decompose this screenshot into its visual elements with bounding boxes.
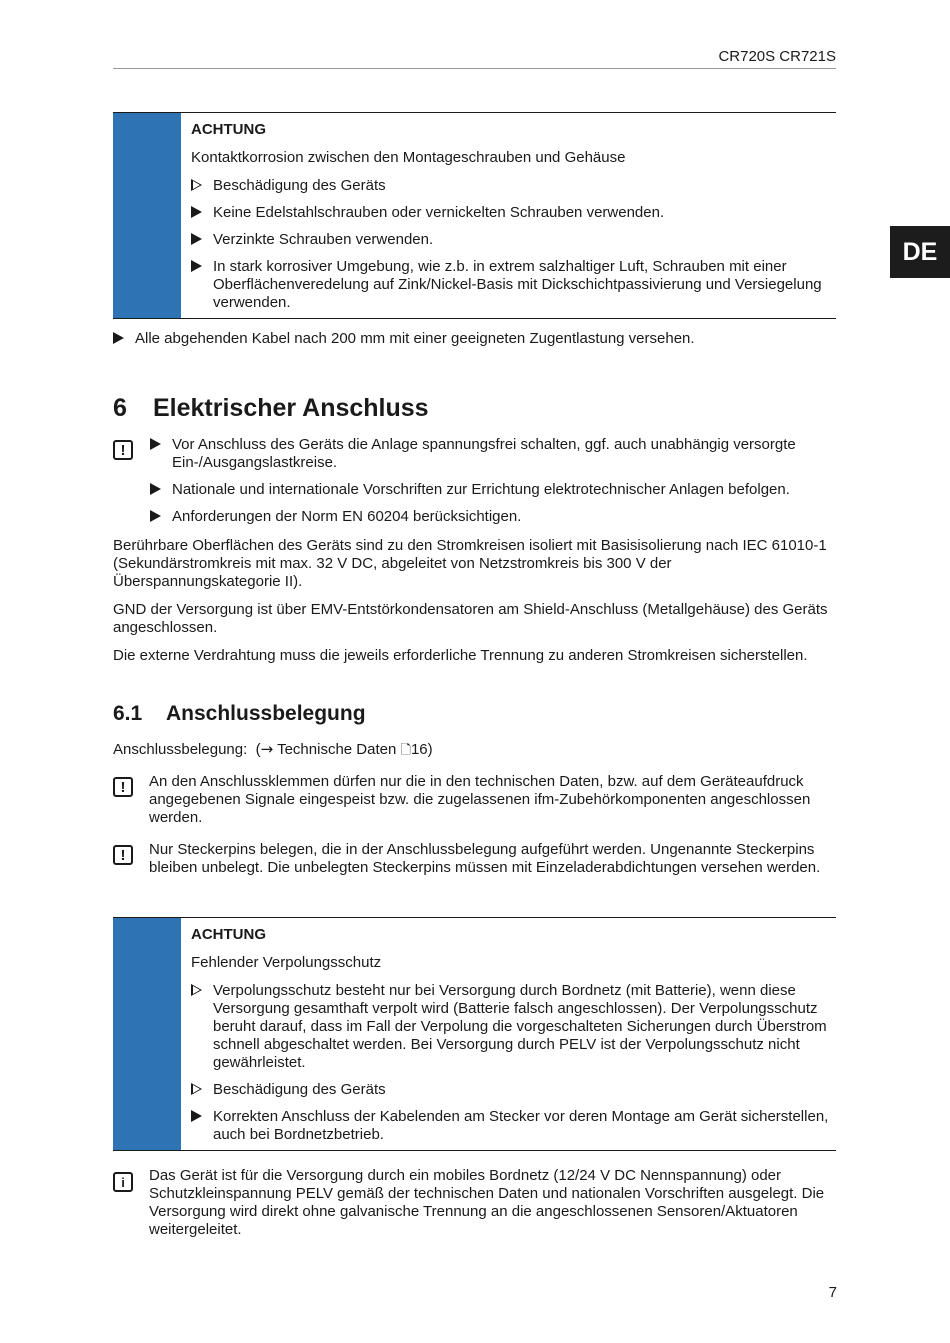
reference-page[interactable]: 16 <box>410 741 428 758</box>
action-text: Keine Edelstahlschrauben oder vernickelten Schrauben verwenden. <box>213 204 665 221</box>
info-icon: i <box>113 1172 133 1192</box>
caution-note-text: Anforderungen der Norm EN 60204 berücksichtigen. <box>172 508 522 525</box>
consequence-triangle-icon <box>191 1083 202 1095</box>
section-heading-6-1 <box>113 702 366 726</box>
action-triangle-icon <box>191 233 202 245</box>
consequence-text: Verpolungsschutz besteht nur bei Versorgung durch Bordnetz (mit Batterie), wenn diese Versorgung gesamthaft verpolt wird (Batterie falsch angeschlossen). Der Verpolungsschutz beruht darauf, dass im Fall der Verpolung die vorgeschalteten Sicherungen durch Überstrom schnell abgeschaltet werden. Bei Versorgung durch PELV ist der Verpolungsschutz nicht gewährleistet. <box>213 982 827 1071</box>
action-triangle-icon <box>191 206 202 218</box>
paragraph-gnd: GND der Versorgung ist über EMV-Entstörkondensatoren am Shield-Anschluss (Metallgehäuse) des Geräts angeschlossen. <box>113 601 828 636</box>
reference-close-paren: ) <box>427 741 433 758</box>
caution-icon: ! <box>113 777 133 797</box>
header-product-code: CR720S CR721S <box>718 48 836 65</box>
action-triangle-icon <box>191 1110 202 1122</box>
warning-action <box>191 1108 836 1144</box>
cable-instruction-text: Alle abgehenden Kabel nach 200 mm mit einer geeigneten Zugentlastung versehen. <box>135 330 695 347</box>
caution-note-item <box>150 508 840 526</box>
action-triangle-icon <box>191 260 202 272</box>
section-title: Anschlussbelegung <box>166 702 366 725</box>
paragraph-wiring: Die externe Verdrahtung muss die jeweils erforderliche Trennung zu anderen Stromkreisen sicherstellen. <box>113 647 808 664</box>
consequence-text: Beschädigung des Geräts <box>213 177 386 194</box>
info-note: Das Gerät ist für die Versorgung durch ein mobiles Bordnetz (12/24 V DC Nennspannung) oder Schutzkleinspannung PELV gemäß der technischen Daten und nationalen Vorschriften ausgelegt. Die Versorgung wird direkt ohne galvanische Trennung an die angeschlossenen Sensoren/Aktuatoren weitergeleitet. <box>149 1167 825 1238</box>
reference-open-paren: ( <box>255 741 261 758</box>
caution-icon: ! <box>113 845 133 865</box>
action-text: In stark korrosiver Umgebung, wie z.b. in extrem salzhaltiger Luft, Schrauben mit einer Oberflächenveredelung auf Zink/Nickel-Basis mit Dickschichtpassivierung und Versiegelung verwenden. <box>213 258 822 311</box>
action-triangle-icon <box>113 332 124 344</box>
arrow-right-icon: → <box>260 740 274 758</box>
consequence-triangle-icon <box>191 179 202 191</box>
warning-cause: Kontaktkorrosion zwischen den Montageschrauben und Gehäuse <box>191 149 626 166</box>
warning-title: ACHTUNG <box>191 121 266 138</box>
reference-label: Anschlussbelegung: <box>113 741 248 758</box>
page-icon: 🗋 <box>400 743 411 758</box>
caution-pins: Nur Steckerpins belegen, die in der Anschlussbelegung aufgeführt werden. Ungenannte Steckerpins bleiben unbelegt. Die unbelegten Steckerpins müssen mit Einzeladerabdichtungen versehen werden. <box>149 841 821 876</box>
caution-note-item <box>150 436 840 472</box>
warning-title: ACHTUNG <box>191 926 266 943</box>
section-heading-6 <box>113 394 429 422</box>
consequence-text: Beschädigung des Geräts <box>213 1081 386 1098</box>
section-number: 6 <box>113 394 127 422</box>
caution-terminals: An den Anschlussklemmen dürfen nur die in den technischen Daten, bzw. auf dem Geräteaufdruck angegebenen Signale eingespeist bzw. die zugelassenen ifm-Zubehörkomponenten angeschlossen werden. <box>149 773 811 826</box>
language-tab-de[interactable]: DE <box>890 226 950 278</box>
header-divider <box>113 68 836 69</box>
warning-box-corrosion <box>113 112 836 319</box>
warning-box-polarity <box>113 917 836 1151</box>
pinout-reference <box>113 740 838 760</box>
action-text: Korrekten Anschluss der Kabelenden am Stecker vor deren Montage am Gerät sicherstellen, auch bei Bordnetzbetrieb. <box>213 1108 829 1143</box>
paragraph-insulation: Berührbare Oberflächen des Geräts sind zu den Stromkreisen isoliert mit Basisisolierung nach IEC 61010-1 (Sekundärstromkreis mit max. 32 V DC, abgeleitet von Netzstromkreis bis 300 V der Überspannungskategorie II). <box>113 537 827 590</box>
cable-instruction <box>113 330 860 348</box>
action-triangle-icon <box>150 483 161 495</box>
caution-notes <box>150 436 840 526</box>
warning-consequence <box>191 177 836 195</box>
warning-consequence <box>191 982 836 1072</box>
warning-color-bar <box>113 918 181 1150</box>
caution-note-item <box>150 481 840 499</box>
warning-cause: Fehlender Verpolungsschutz <box>191 954 382 971</box>
section-title: Elektrischer Anschluss <box>153 394 429 422</box>
consequence-triangle-icon <box>191 984 202 996</box>
action-text: Verzinkte Schrauben verwenden. <box>213 231 434 248</box>
warning-consequence <box>191 1081 836 1099</box>
warning-action <box>191 258 836 312</box>
warning-action <box>191 231 836 249</box>
action-triangle-icon <box>150 438 161 450</box>
caution-note-text: Vor Anschluss des Geräts die Anlage spannungsfrei schalten, ggf. auch unabhängig versorgte Ein-/Ausgangslastkreise. <box>172 436 796 471</box>
caution-icon: ! <box>113 440 133 460</box>
warning-action <box>191 204 836 222</box>
warning-color-bar <box>113 113 181 318</box>
section-number: 6.1 <box>113 702 143 725</box>
technical-data-link[interactable]: Technische Daten <box>277 741 397 758</box>
caution-note-text: Nationale und internationale Vorschriften zur Errichtung elektrotechnischer Anlagen befolgen. <box>172 481 790 498</box>
page-number: 7 <box>828 1284 837 1301</box>
action-triangle-icon <box>150 510 161 522</box>
